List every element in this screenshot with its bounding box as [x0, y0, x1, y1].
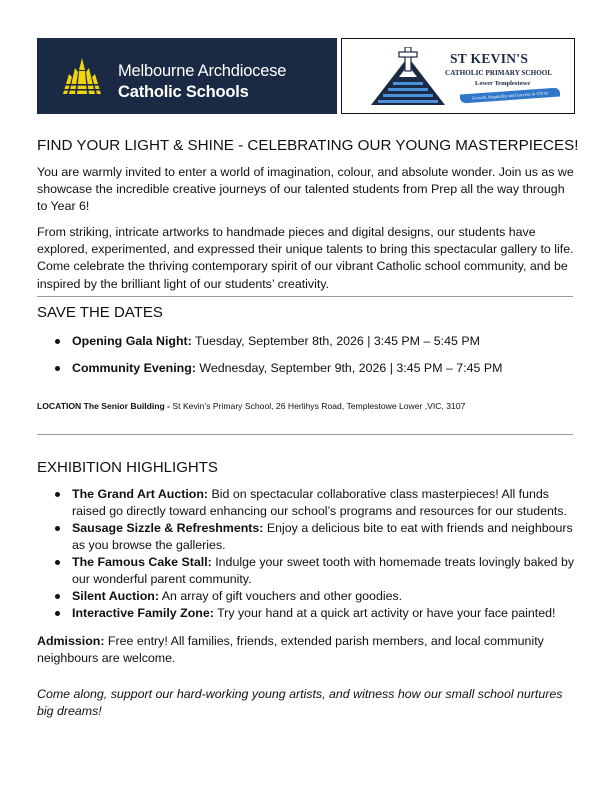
highlights-list [55, 486, 577, 622]
highlight-text: Bid on spectacular collaborative class masterpieces! All funds raised go directly toward enhancing our school’s programs and resources for our students. [72, 487, 567, 518]
admission-label: Admission: [37, 634, 105, 648]
highlight-label: The Grand Art Auction: [72, 487, 209, 501]
macs-logo [37, 38, 337, 114]
location-line [37, 401, 465, 411]
closing-paragraph: Come along, support our hard-working young artists, and witness how our small school nurtures big dreams! [37, 687, 563, 718]
location-label: LOCATION The Senior Building - [37, 401, 171, 411]
highlight-label: Interactive Family Zone: [72, 606, 214, 620]
highlight-item [55, 486, 577, 520]
divider [37, 296, 573, 297]
page-title: FIND YOUR LIGHT & SHINE - CELEBRATING OUR YOUNG MASTERPIECES! [37, 137, 579, 154]
intro-paragraph-2: From striking, intricate artworks to handmade pieces and digital designs, our students have explored, experimented, and expressed their unique talents to bring this spectacular gallery to life. Come celebrate the thriving contemporary spirit of our vibrant Catholic school community, and be inspired by the brilliant light of our students’ creativity. [37, 225, 574, 291]
highlight-text: An array of gift vouchers and other goodies. [158, 589, 403, 603]
macs-name-line2: Catholic Schools [118, 83, 249, 101]
date-label: Opening Gala Night: [72, 334, 192, 348]
date-item-community [55, 360, 575, 377]
school-motto: Growth, hospitality and success in Christ [472, 90, 548, 101]
highlight-text: Enjoy a delicious bite to eat with friends and neighbours as you browse the galleries. [72, 521, 573, 552]
date-text: Wednesday, September 9th, 2026 | 3:45 PM – 7:45 PM [195, 361, 503, 375]
macs-flame-icon [63, 58, 101, 94]
location-address: St Kevin’s Primary School, 26 Herlihys Road, Templestowe Lower ,VIC, 3107 [170, 401, 466, 411]
highlight-item [55, 554, 577, 588]
macs-name-line1: Melbourne Archdiocese [118, 62, 287, 80]
date-text: Tuesday, September 8th, 2026 | 3:45 PM – 5:45 PM [191, 334, 480, 348]
highlight-label: Sausage Sizzle & Refreshments: [72, 521, 264, 535]
school-subtitle: CATHOLIC PRIMARY SCHOOL [445, 69, 553, 77]
date-label: Community Evening: [72, 361, 196, 375]
school-name: ST KEVIN'S [450, 51, 529, 66]
dates-list [55, 333, 575, 387]
st-kevins-logo [341, 38, 575, 114]
highlights-heading: EXHIBITION HIGHLIGHTS [37, 459, 218, 476]
intro-paragraph-1: You are warmly invited to enter a world of imagination, colour, and absolute wonder. Join us as we showcase the incredible creative journeys of our talented students from Prep all the way through to Year 6! [37, 165, 574, 214]
school-location: Lower Templestowe [475, 80, 531, 87]
admission-paragraph [37, 633, 577, 667]
highlight-label: Silent Auction: [72, 589, 159, 603]
highlight-item [55, 605, 577, 622]
highlight-text: Try your hand at a quick art activity or have your face painted! [213, 606, 556, 620]
highlight-item [55, 520, 577, 554]
admission-text: Free entry! All families, friends, extended parish members, and local community neighbours are welcome. [37, 634, 544, 665]
highlight-text: Indulge your sweet tooth with homemade treats lovingly baked by our wonderful parent community. [72, 555, 575, 586]
date-item-gala [55, 333, 575, 350]
dates-heading: SAVE THE DATES [37, 304, 163, 321]
highlight-label: The Famous Cake Stall: [72, 555, 212, 569]
school-motto-ribbon [460, 88, 560, 104]
divider [37, 434, 573, 435]
highlight-item [55, 588, 577, 605]
st-kevins-crest-icon [371, 47, 445, 105]
